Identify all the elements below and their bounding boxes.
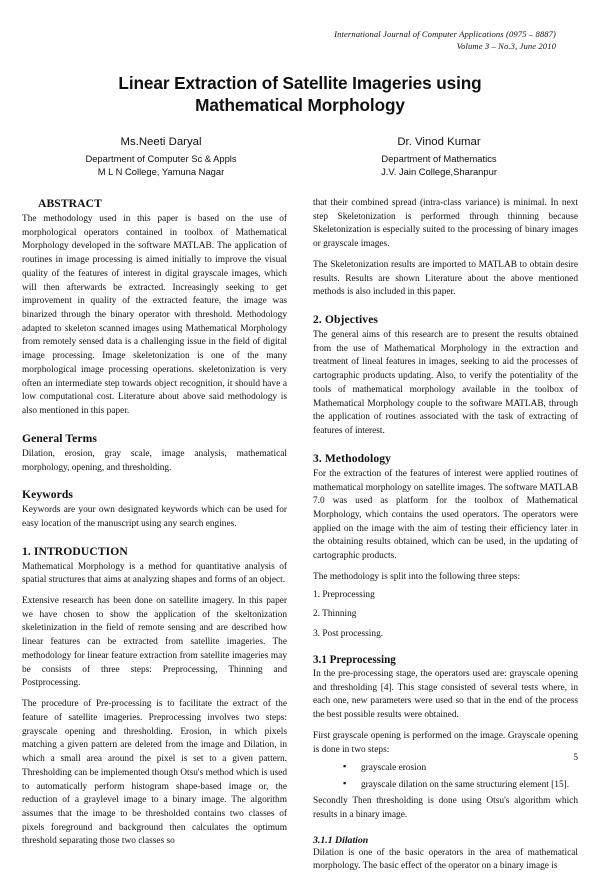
- dilation-text: Dilation is one of the basic operators in the area of mathematical morphology. The basic effect of the operator on a binary image is: [313, 847, 578, 872]
- body-columns: [22, 197, 578, 874]
- abstract-heading: ABSTRACT: [38, 196, 102, 210]
- page-number: 5: [573, 752, 578, 762]
- keywords-heading: Keywords: [22, 488, 74, 502]
- continued-paragraph-2: The Skeletonization results are imported to MATLAB to obtain desire results. Results are shown Literature about the above mentioned methods is also included in this paper.: [313, 259, 578, 298]
- author-2-name: Dr. Vinod Kumar: [397, 136, 481, 149]
- author-1-department: Department of Computer Sc & Appls: [85, 152, 237, 164]
- keywords-text: Keywords are your own designated keywords which can be used for easy location of the manuscript using any search engines.: [22, 505, 287, 529]
- author-2-department: Department of Mathematics: [381, 152, 497, 164]
- author-2: [300, 134, 578, 178]
- author-1-institution: M L N College, Yamuna Nagar: [97, 165, 225, 177]
- introduction-heading: 1. INTRODUCTION: [22, 544, 128, 558]
- list-item: 1. Preprocessing: [313, 589, 375, 600]
- title-line-2: Mathematical Morphology: [195, 95, 405, 116]
- objectives-heading: 2. Objectives: [313, 313, 379, 327]
- preprocessing-paragraph-3: Secondly Then thresholding is done using Otsu's algorithm which results in a binary image.: [313, 796, 578, 821]
- continued-paragraph-1: that their combined spread (intra-class variance) is minimal. In next step Skeletonization is performed through thinning because Skeletonization is especially suited to the processing of binary images or grayscale images.: [313, 197, 578, 250]
- left-column: [22, 197, 287, 874]
- list-item: 2. Thinning: [313, 609, 357, 620]
- introduction-paragraph-2: Extensive research has been done on satellite imagery. In this paper we have chosen to show the application of the skeltonization skeletinization in the field of remote sensing and are described how linear features can be extracted from satellite imageries. The methodology for linear feature extraction from satellite imageries may be consists of three steps: Preprocessing, Thinning and Postprocessing.: [22, 595, 287, 689]
- methodology-steps-list: [313, 589, 578, 642]
- right-column: [313, 197, 578, 874]
- author-block: [22, 134, 578, 178]
- introduction-paragraph-3: The procedure of Pre-processing is to facilitate the extract of the feature of satellite imageries. Preprocessing involves two steps: grayscale opening and thresholding. Erosion, in which pixels matching a given pattern are deleted from the image and Dilation, in which a small area around the pixel is set to a given pattern. Thresholding can be implemented though Otsu's method which is used to automatically perform histogram shape-based image or, the reduction of a graylevel image to a binary image. The algorithm assumes that the image to be thresholded contains two classes of pixels foreground and background then calculates the optimum threshold separating those two classes so: [22, 699, 287, 847]
- list-item: 3. Post processing.: [313, 629, 384, 640]
- list-item: ▪ grayscale erosion: [343, 761, 578, 775]
- general-terms-text: Dilation, erosion, gray scale, image analysis, mathematical morphology, opening, and thresholding.: [22, 448, 287, 473]
- introduction-paragraph-1: Mathematical Morphology is a method for quantitative analysis of spatial structures that aims at analyzing shapes and forms of an object.: [22, 561, 287, 586]
- methodology-paragraph-2: The methodology is split into the following three steps:: [313, 571, 521, 582]
- list-item: ▪ grayscale dilation on the same structuring element [15].: [343, 778, 578, 792]
- dilation-heading: 3.1.1 Dilation: [313, 834, 369, 846]
- author-1-name: Ms.Neeti Daryal: [120, 136, 202, 149]
- grayscale-opening-bullets: [313, 761, 578, 792]
- author-1: [22, 134, 300, 178]
- preprocessing-heading: 3.1 Preprocessing: [313, 653, 396, 666]
- methodology-heading: 3. Methodology: [313, 451, 392, 465]
- preprocessing-paragraph-2: First grayscale opening is performed on the image. Grayscale opening is done in two steps:: [313, 730, 578, 755]
- abstract-text: The methodology used in this paper is based on the use of morphological operators contained in toolbox of Mathematical Morphology developed in the software MATLAB. The application of routines in image processing is aimed initially to improve the visual quality of the features of interest in digital grayscale images, which will then afterwards be extracted. Increasingly seeking to get improvement in quality of the extracted feature, the image was binarized through the binary operator with threshold. Methodology adapted to skeleton scanned images using Mathematical Morphology from remotely sensed data is a challenging issue in the field of digital image processing. Image skeletonization is one of the many morphological image processing operations. skeletonization is very often an intermediate step towards object recognition, it should have a low computational cost. Literature about above said methodology is also mentioned in this paper.: [22, 213, 287, 417]
- preprocessing-paragraph-1: In the pre-processing stage, the operators used are: grayscale opening and thresholding [4]. This stage consisted of several tests where, in each one, new parameters were used so that in the end of the process the best possible results were obtained.: [313, 668, 578, 721]
- objectives-text: The general aims of this research are to present the results obtained from the use of Mathematical Morphology in the extraction and treatment of lineal features in images, seeking to aid the processes of cartographic products updating. Also, to verify the potentiality of the tools of mathematical morphology available in the toolbox of Mathematical Morphology couple to the software MATLAB, through the application of routines associated with the task of extracting of features of interest.: [313, 329, 578, 437]
- page-title: [62, 72, 538, 116]
- methodology-paragraph-1: For the extraction of the features of interest were applied routines of mathematical morphology on satellite images. The software MATLAB 7.0 was used as platform for the toolbox of Mathematical Morphology, which contains the used operators. The operators were applied on the image with the aim of testing their efficiency later in the obtaining results obtained, which can be used, in the updating of cartographic products.: [313, 468, 578, 562]
- author-2-institution: J.V. Jain College,Sharanpur: [381, 165, 497, 177]
- journal-running-head: [22, 28, 556, 52]
- general-terms-heading: General Terms: [22, 431, 98, 445]
- journal-name-issn: International Journal of Computer Applications (0975 – 8887): [334, 29, 556, 39]
- title-line-1: Linear Extraction of Satellite Imageries using: [118, 73, 482, 94]
- journal-volume-date: Volume 3 – No.3, June 2010: [456, 41, 556, 52]
